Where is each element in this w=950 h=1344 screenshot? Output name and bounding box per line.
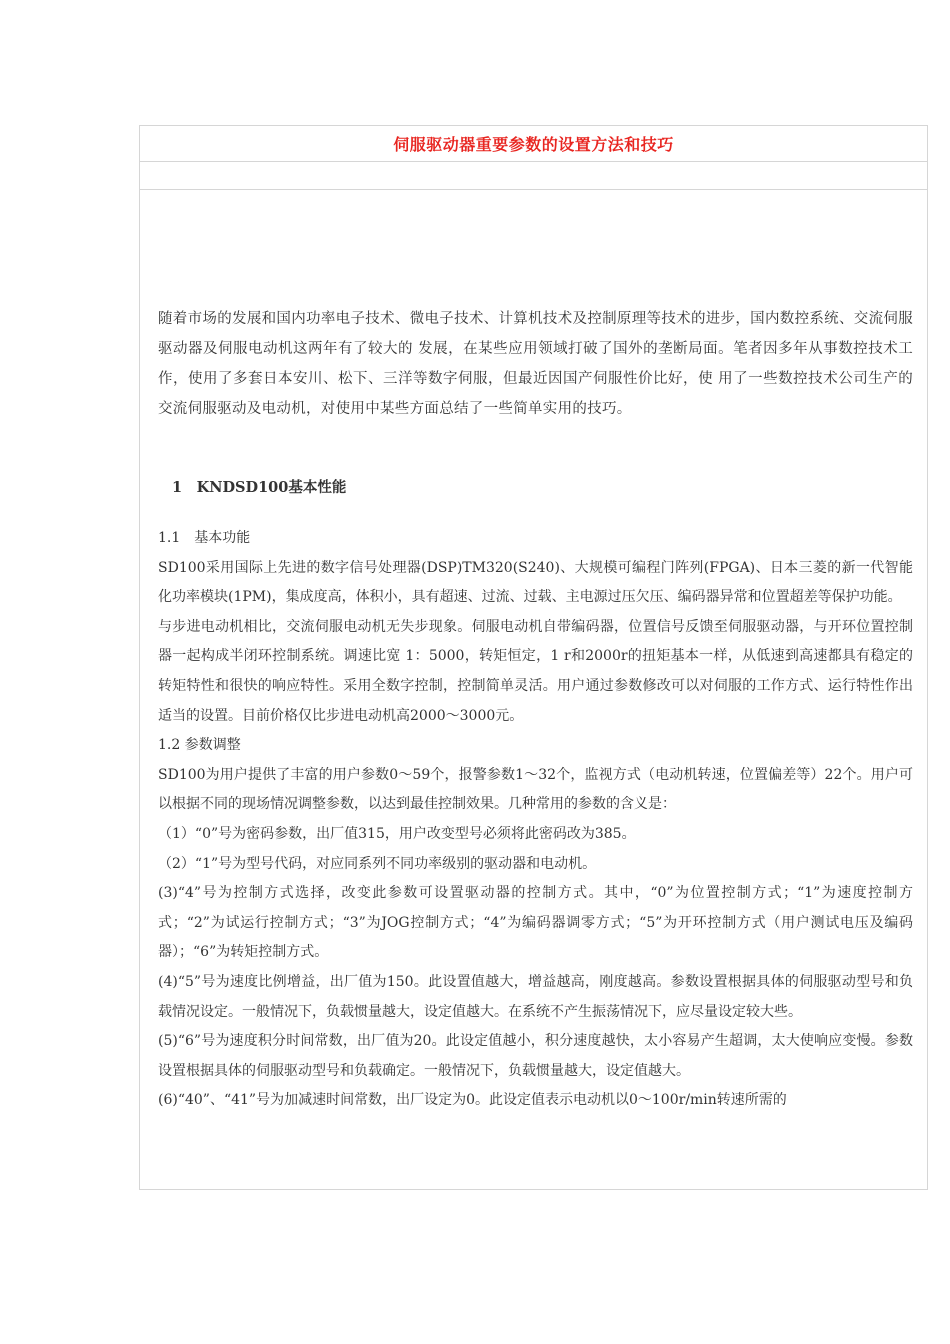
paragraph: SD100采用国际上先进的数字信号处理器(DSP)TM320(S240)、大规模可编程门阵列(FPGA)、日本三菱的新一代智能化功率模块(1PM)，集成度高，体积小，具有超速、过流、过载、主电源过压欠压、编码器异常和位置超差等保护功能。 xyxy=(158,559,913,606)
section-body xyxy=(158,524,913,1116)
subsection-heading: 1.1 基本功能 xyxy=(158,530,251,546)
document-title: 伺服驱动器重要参数的设置方法和技巧 xyxy=(393,135,674,154)
intro-paragraph: 随着市场的发展和国内功率电子技术、微电子技术、计算机技术及控制原理等技术的进步，国内数控系统、交流伺服驱动器及伺服电动机这两年有了较大的 发展，在某些应用领域打破了国外的垄断局面。笔者因多年从事数控技术工作，使用了多套日本安川、松下、三洋等数字伺服，但最近因国产伺服性价比好，使 用了一些数控技术公司生产的交流伺服驱动及电动机，对使用中某些方面总结了一些简单实用的技巧。 xyxy=(158,311,913,417)
list-item: （2）“1”号为型号代码，对应同系列不同功率级别的驱动器和电动机。 xyxy=(158,855,597,872)
document-frame xyxy=(139,125,928,1190)
section-heading: 1 KNDSD100基本性能 xyxy=(172,479,347,496)
list-item: (6)“40”、“41”号为加减速时间常数，出厂设定为0。此设定值表示电动机以0～100r/min转速所需的 xyxy=(158,1092,787,1109)
list-item: (4)“5”号为速度比例增益，出厂值为150。此设置值越大，增益越高，刚度越高。参数设置根据具体的伺服驱动型号和负载情况设定。一般情况下，负载惯量越大，设定值越大。在系统不产生振荡情况下，应尽量设定较大些。 xyxy=(158,973,913,1020)
list-item: (3)“4”号为控制方式选择，改变此参数可设置驱动器的控制方式。其中，“0”为位置控制方式；“1”为速度控制方式；“2”为试运行控制方式；“3”为JOG控制方式；“4”为编码器调零方式；“5”为开环控制方式（用户测试电压及编码器）；“6”为转矩控制方式。 xyxy=(158,885,913,961)
paragraph: SD100为用户提供了丰富的用户参数0～59个，报警参数1～32个，监视方式（电动机转速，位置偏差等）22个。用户可以根据不同的现场情况调整参数，以达到最佳控制效果。几种常用的参数的含义是： xyxy=(158,766,913,813)
list-item: (5)“6”号为速度积分时间常数，出厂值为20。此设定值越小，积分速度越快，太小容易产生超调，太大使响应变慢。参数设置根据具体的伺服驱动型号和负载确定。一般情况下，负载惯量越大，设定值越大。 xyxy=(158,1033,913,1079)
paragraph: 与步进电动机相比，交流伺服电动机无失步现象。伺服电动机自带编码器，位置信号反馈至伺服驱动器，与开环位置控制器一起构成半闭环控制系统。调速比宽 1：5000，转矩恒定，1 r和2000r的扭矩基本一样，从低速到高速都具有稳定的转矩特性和很快的响应特性。采用全数字控制，控制简单灵活。用户通过参数修改可以对伺服的工作方式、运行特性作出适当的设置。目前价格仅比步进电动机高2000～3000元。 xyxy=(158,618,913,724)
empty-row xyxy=(140,162,927,190)
list-item: （1）“0”号为密码参数，出厂值315，用户改变型号必须将此密码改为385。 xyxy=(158,825,636,842)
title-row xyxy=(140,126,927,162)
subsection-heading: 1.2 参数调整 xyxy=(158,737,241,754)
